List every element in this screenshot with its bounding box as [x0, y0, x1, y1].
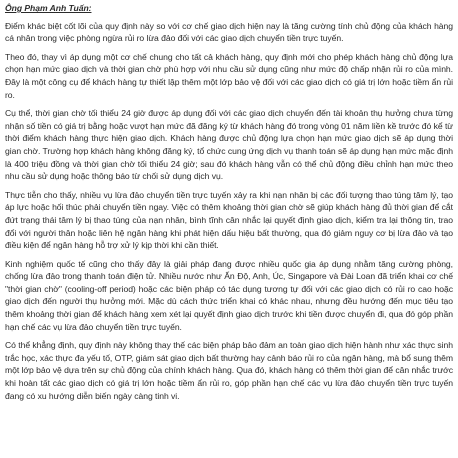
paragraph-5: Kinh nghiệm quốc tế cũng cho thấy đây là giải pháp đang được nhiều quốc gia áp dụng nhằm tăng cường phòng, chống lừa đảo trong thanh toán điện tử. Nhiều nước như Ấn Độ, Anh, Úc, Singapore và Đài Loan đã triển khai cơ chế "thời gian chờ" (cooling-off period) hoặc các biện pháp có tác dụng tương tự đối với các giao dịch có rủi ro cao hoặc giao dịch đến người thụ hưởng mới. Mặc dù cách thức triển khai có khác nhau, nhưng đều hướng đến mục tiêu tạo thêm khoảng thời gian để khách hàng xem xét lại quyết định giao dịch trước khi tiền được chuyển đi, qua đó góp phần hạn chế các vụ lừa đảo chuyển tiền trực tuyến. [5, 258, 453, 332]
paragraph-4: Thực tiễn cho thấy, nhiều vụ lừa đảo chuyển tiền trực tuyến xảy ra khi nạn nhân bị các đối tượng thao túng tâm lý, tạo áp lực hoặc hối thúc phải chuyển tiền ngay. Việc có thêm khoảng thời gian chờ sẽ giúp khách hàng đủ thời gian để cắt đứt trạng thái tâm lý bị thao túng của nạn nhân, bình tĩnh cân nhắc lại quyết định giao dịch, kiểm tra lại thông tin, trao đổi với người thân hoặc liên hệ ngân hàng khi phát hiện dấu hiệu bất thường, qua đó giảm nguy cơ bị lừa đảo và tạo điều kiện để ngân hàng hỗ trợ xử lý kịp thời khi cần thiết. [5, 189, 453, 251]
paragraph-6: Có thể khẳng định, quy định này không thay thế các biện pháp bảo đảm an toàn giao dịch hiện hành như xác thực sinh trắc học, xác thực đa yếu tố, OTP, giám sát giao dịch bất thường hay cảnh báo rủi ro của ngân hàng, mà bổ sung thêm một lớp bảo vệ dựa trên sự chủ động của chính khách hàng. Qua đó, khách hàng có thêm thời gian để cân nhắc trước khi hoàn tất các giao dịch có giá trị lớn hoặc tiềm ẩn rủi ro, góp phần hạn chế các vụ lừa đảo chuyển tiền trực tuyến đang có xu hướng diễn biến ngày càng tinh vi. [5, 340, 453, 401]
paragraph-1: Điểm khác biệt cốt lõi của quy định này so với cơ chế giao dịch hiện nay là tăng cường tính chủ động của khách hàng cá nhân trong việc phòng ngừa rủi ro lừa đảo đối với các giao dịch chuyển tiền trực tuyến. [5, 20, 453, 44]
paragraph-2: Theo đó, thay vì áp dụng một cơ chế chung cho tất cả khách hàng, quy định mới cho phép khách hàng chủ động lựa chọn hạn mức giao dịch và thời gian chờ phù hợp với nhu cầu sử dụng cũng như mức độ chấp nhận rủi ro của mình. Đây là một công cụ để khách hàng tự thiết lập thêm một lớp bảo vệ đối với các giao dịch có giá trị lớn hoặc tiềm ẩn rủi ro. [5, 51, 453, 100]
author-label: Ông Phạm Anh Tuấn: [5, 3, 92, 13]
paragraph-3: Cụ thể, thời gian chờ tối thiểu 24 giờ được áp dụng đối với các giao dịch chuyển đến tài khoản thụ hưởng chưa từng nhận số tiền có giá trị bằng hoặc vượt hạn mức đã đăng ký từ khách hàng đó trong vòng 01 năm liền kề trước đó kể từ thời điểm khách hàng thực hiện giao dịch. Khách hàng được chủ động lựa chọn hạn mức giao dịch sẽ áp dụng thời gian chờ. Trường hợp khách hàng không đăng ký, tổ chức cung ứng dịch vụ thanh toán sẽ áp dụng hạn mức mặc định là 400 triệu đồng và thời gian chờ tối thiểu 24 giờ; sau đó khách hàng vẫn có thể chủ động điều chỉnh hạn mức theo nhu cầu sử dụng hoặc thông báo từ chối sử dụng dịch vụ. [5, 108, 453, 182]
